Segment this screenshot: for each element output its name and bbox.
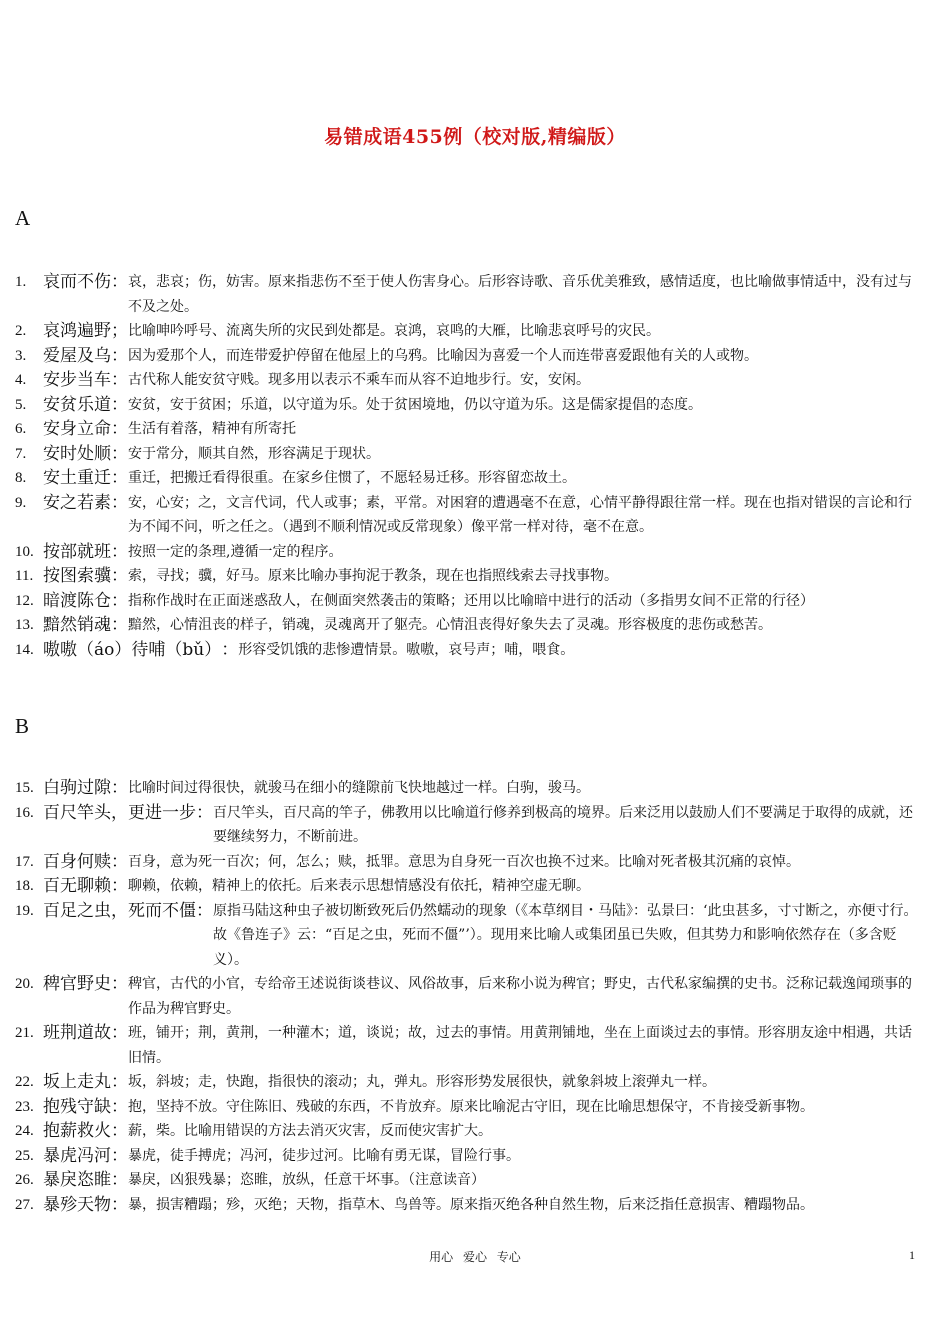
page-footer: 用心 爱心 专心 (429, 1250, 521, 1264)
entry-separator: ： (221, 639, 239, 660)
idiom-definition: 安于常分，顺其自然，形容满足于现状。 (128, 445, 380, 462)
idiom-word: 暗渡陈仓 (43, 590, 111, 611)
idiom-entry (15, 417, 920, 442)
idiom-word: 黯然销魂 (43, 615, 111, 635)
entry-separator: ： (111, 370, 128, 390)
entry-number: 27. (15, 1196, 34, 1213)
entry-number: 20. (15, 976, 34, 992)
entry-separator: ： (111, 443, 128, 464)
entry-separator: ： (111, 1170, 128, 1190)
idiom-word: 安步当车 (43, 370, 111, 390)
idiom-word: 暴殄天物 (43, 1194, 111, 1215)
idiom-word: 百尺竿头，更进一步 (43, 802, 196, 823)
entry-separator: ： (111, 1121, 128, 1141)
entry-number: 14. (15, 641, 34, 658)
idiom-entry (15, 899, 920, 973)
entry-separator: ： (196, 900, 213, 921)
idiom-definition: 比喻呻吟呼号、流离失所的灾民到处都是。哀鸿，哀鸣的大雁，比喻悲哀呼号的灾民。 (128, 323, 660, 339)
idiom-definition: 原指马陆这种虫子被切断致死后仍然蠕动的现象（《本草纲目・马陆》：弘景曰：‘此虫甚多，寸寸断之，亦便寸行。故《鲁连子》云：“百足之虫，死而不僵”’）。现用来比喻人或集团虽已失败，但其势力和影响依然存在（多含贬义）。 (213, 902, 918, 968)
entry-number: 3. (15, 347, 27, 364)
idiom-definition: 按照一定的条理,遵循一定的程序。 (128, 543, 343, 560)
idiom-word: 哀鸿遍野 (43, 321, 111, 341)
idiom-entry (15, 564, 920, 589)
idiom-word: 安身立命 (43, 419, 111, 439)
entry-separator: ： (111, 1145, 128, 1166)
entry-number: 2. (15, 323, 27, 339)
idiom-word: 暴戾恣睢 (43, 1170, 111, 1190)
entry-number: 1. (15, 274, 27, 290)
section-letter-b: B (15, 714, 30, 738)
idiom-definition: 形容受饥饿的悲惨遭情景。嗷嗷，哀号声；哺，喂食。 (238, 641, 575, 658)
idiom-definition: 聊赖，依赖，精神上的依托。后来表示思想情感没有依托，精神空虚无聊。 (128, 878, 590, 894)
entry-separator: ： (111, 419, 128, 439)
entry-number: 7. (15, 445, 27, 462)
idiom-definition: 安，心安；之，文言代词，代人或事；素，平常。对困窘的遭遇毫不在意，心情平静得跟往常一样。现在也指对错误的言论和行为不闻不问，听之任之。（遇到不顺利情况或反常现象）像平常一样对待，毫不在意。 (128, 494, 912, 535)
entry-separator: ： (111, 345, 128, 366)
entry-number: 13. (15, 617, 34, 633)
idiom-entry (15, 270, 920, 319)
idiom-entry (15, 613, 920, 638)
idiom-word: 安之若素 (43, 492, 111, 513)
entry-number: 6. (15, 421, 27, 437)
idiom-definition: 班，铺开；荆，黄荆，一种灌木；道，谈说；故，过去的事情。用黄荆铺地，坐在上面谈过去的事情。形容朋友途中相遇，共话旧情。 (128, 1025, 912, 1066)
idiom-definition: 指称作战时在正面迷惑敌人，在侧面突然袭击的策略；还用以比喻暗中进行的活动（多指男女间不正常的行径） (128, 592, 814, 609)
entry-number: 11. (15, 568, 34, 584)
idiom-entry (15, 466, 920, 491)
entry-separator: ； (111, 321, 128, 341)
idiom-word: 按图索骥 (43, 566, 111, 586)
idiom-word: 百身何赎 (43, 851, 111, 872)
idiom-definition: 重迁，把搬迁看得很重。在家乡住惯了，不愿轻易迁移。形容留恋故土。 (128, 470, 576, 486)
section-letter-a: A (15, 206, 31, 230)
idiom-entry (15, 801, 920, 850)
idiom-entry (15, 776, 920, 801)
idiom-word: 嗷嗷（áo）待哺（bǔ） (43, 639, 222, 660)
entry-separator: ： (111, 876, 128, 896)
idiom-entry (15, 1070, 920, 1095)
idiom-definition: 百身，意为死一百次；何，怎么；赎，抵罪。意思为自身死一百次也换不过来。比喻对死者极其沉痛的哀悼。 (128, 853, 800, 870)
idiom-definition: 百尺竿头，百尺高的竿子，佛教用以比喻道行修养到极高的境界。后来泛用以鼓励人们不要满足于取得的成就，还要继续努力，不断前进。 (213, 804, 913, 845)
idiom-entry (15, 540, 920, 565)
idiom-word: 抱残守缺 (43, 1096, 111, 1117)
idiom-entry (15, 638, 920, 663)
idiom-word: 按部就班 (43, 541, 111, 562)
entry-number: 16. (15, 804, 34, 821)
idiom-word: 坂上走丸 (43, 1072, 111, 1092)
idiom-definition: 黯然，心情沮丧的样子，销魂，灵魂离开了躯壳。心情沮丧得好象失去了灵魂。形容极度的悲伤或愁苦。 (128, 617, 772, 633)
idiom-definition: 因为爱那个人，而连带爱护停留在他屋上的乌鸦。比喻因为喜爱一个人而连带喜爱跟他有关的人或物。 (128, 347, 758, 364)
idiom-entry (15, 344, 920, 369)
idiom-word: 安土重迁 (43, 468, 111, 488)
idiom-definition: 生活有着落，精神有所寄托 (128, 421, 296, 437)
entry-separator: ： (111, 468, 128, 488)
entry-number: 10. (15, 543, 34, 560)
entry-separator: ： (111, 1023, 128, 1043)
entry-separator: ： (111, 394, 128, 415)
entry-separator: ： (111, 615, 128, 635)
entry-number: 26. (15, 1172, 34, 1188)
entry-separator: ： (111, 566, 128, 586)
entry-number: 12. (15, 592, 34, 609)
entry-separator: ： (111, 1194, 128, 1215)
idiom-entry (15, 319, 920, 344)
idiom-word: 抱薪救火 (43, 1121, 111, 1141)
idiom-word: 安时处顺 (43, 443, 111, 464)
entry-number: 15. (15, 780, 34, 796)
idiom-word: 白驹过隙 (43, 778, 111, 798)
entry-separator: ： (111, 541, 128, 562)
entry-separator: ： (111, 974, 128, 994)
idiom-definition: 哀，悲哀；伤，妨害。原来指悲伤不至于使人伤害身心。后形容诗歌、音乐优美雅致，感情适度，也比喻做事情适中，没有过与不及之处。 (128, 274, 912, 315)
idiom-entry (15, 874, 920, 899)
idiom-word: 百足之虫，死而不僵 (43, 900, 196, 921)
entry-number: 8. (15, 470, 27, 486)
entry-number: 22. (15, 1074, 34, 1090)
idiom-entry (15, 1095, 920, 1120)
idiom-entry (15, 972, 920, 1021)
entry-separator: ： (111, 851, 128, 872)
idiom-entry (15, 1168, 920, 1193)
idiom-definition: 暴戾，凶狠残暴；恣睢，放纵，任意干坏事。（注意读音） (128, 1172, 485, 1188)
entry-number: 25. (15, 1147, 34, 1164)
idiom-entry (15, 1193, 920, 1218)
idiom-word: 百无聊赖 (43, 876, 111, 896)
entry-number: 9. (15, 494, 27, 511)
idiom-entry (15, 589, 920, 614)
idiom-word: 哀而不伤 (43, 272, 111, 292)
idiom-entry (15, 1144, 920, 1169)
entry-number: 19. (15, 902, 34, 919)
idiom-definition: 坂，斜坡；走，快跑，指很快的滚动；丸，弹丸。形容形势发展很快，就象斜坡上滚弹丸一样。 (128, 1074, 716, 1090)
idiom-entry (15, 1021, 920, 1070)
idiom-word: 爱屋及乌 (43, 345, 111, 366)
entry-separator: ： (111, 1072, 128, 1092)
entry-number: 17. (15, 853, 34, 870)
idiom-entry (15, 1119, 920, 1144)
idiom-word: 暴虎冯河 (43, 1145, 111, 1166)
entry-number: 21. (15, 1025, 34, 1041)
entry-separator: ： (111, 778, 128, 798)
idiom-definition: 暴，损害糟蹋；殄，灭绝；天物，指草木、鸟兽等。原来指灭绝各种自然生物，后来泛指任意损害、糟蹋物品。 (128, 1196, 814, 1213)
entry-separator: ： (111, 1096, 128, 1117)
idiom-entry (15, 393, 920, 418)
page-number: 1 (909, 1248, 915, 1262)
idiom-word: 安贫乐道 (43, 394, 111, 415)
idiom-definition: 抱，坚持不放。守住陈旧、残破的东西，不肯放弃。原来比喻泥古守旧，现在比喻思想保守，不肯接受新事物。 (128, 1098, 814, 1115)
idiom-definition: 比喻时间过得很快，就骏马在细小的缝隙前飞快地越过一样。白驹，骏马。 (128, 780, 590, 796)
idiom-definition: 薪，柴。比喻用错误的方法去消灭灾害，反而使灾害扩大。 (128, 1123, 492, 1139)
idiom-definition: 索，寻找；骥，好马。原来比喻办事拘泥于教条，现在也指照线索去寻找事物。 (128, 568, 618, 584)
entry-number: 4. (15, 372, 27, 388)
idiom-definition: 安贫，安于贫困；乐道，以守道为乐。处于贫困境地，仍以守道为乐。这是儒家提倡的态度。 (128, 396, 702, 413)
idiom-definition: 古代称人能安贫守贱。现多用以表示不乘车而从容不迫地步行。安，安闲。 (128, 372, 590, 388)
document-title: 易错成语455例（校对版,精编版） (324, 126, 626, 148)
idiom-entry (15, 850, 920, 875)
entry-separator: ： (111, 272, 128, 292)
idiom-word: 班荆道故 (43, 1023, 111, 1043)
entry-list-a (15, 270, 920, 662)
idiom-word: 稗官野史 (43, 974, 111, 994)
idiom-definition: 暴虎，徒手搏虎；冯河，徒步过河。比喻有勇无谋，冒险行事。 (128, 1147, 520, 1164)
entry-number: 24. (15, 1123, 34, 1139)
entry-number: 18. (15, 878, 34, 894)
idiom-definition: 稗官，古代的小官，专给帝王述说街谈巷议、风俗故事，后来称小说为稗官；野史，古代私家编撰的史书。泛称记载逸闻琐事的作品为稗官野史。 (128, 976, 912, 1017)
entry-number: 5. (15, 396, 27, 413)
entry-separator: ： (111, 590, 128, 611)
entry-separator: ： (111, 492, 128, 513)
entry-number: 23. (15, 1098, 34, 1115)
idiom-entry (15, 368, 920, 393)
idiom-entry (15, 491, 920, 540)
entry-separator: ： (196, 802, 213, 823)
idiom-entry (15, 442, 920, 467)
entry-list-b (15, 776, 920, 1217)
